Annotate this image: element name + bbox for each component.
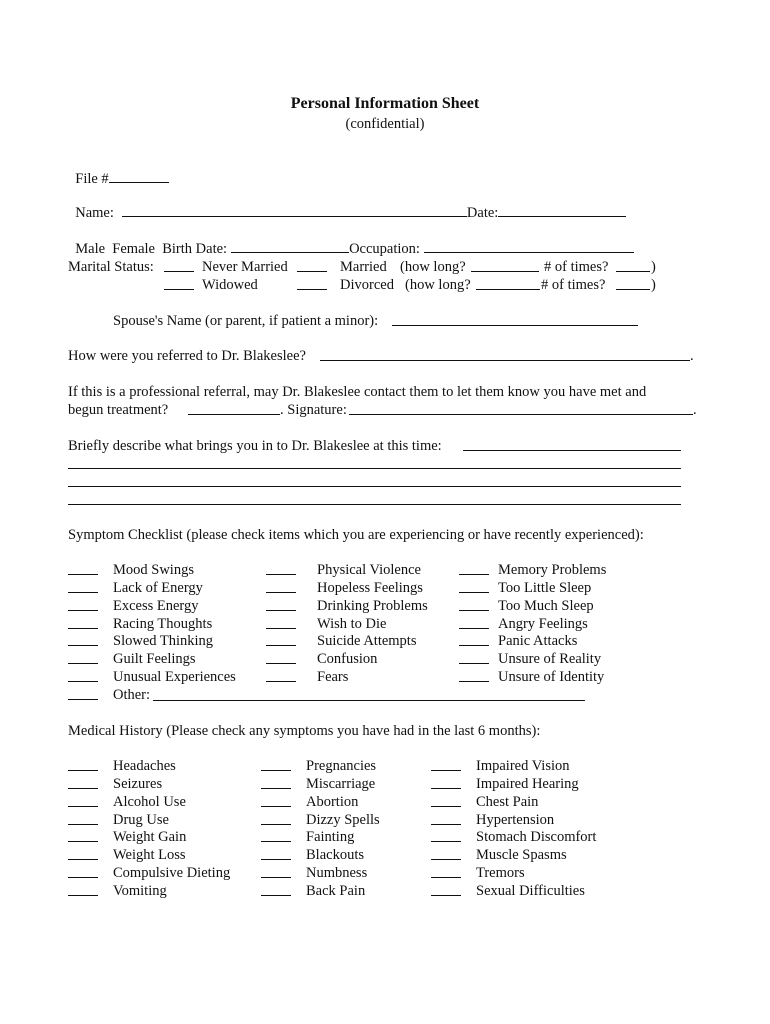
medical-item-checkbox[interactable]: [68, 877, 98, 878]
medical-item-label: Compulsive Dieting: [113, 865, 231, 882]
how-long-married-label: (how long?: [400, 259, 466, 275]
medical-item-label: Chest Pain: [476, 793, 539, 810]
symptom-item-checkbox[interactable]: [68, 610, 98, 611]
medical-item-label: Seizures: [113, 775, 163, 792]
symptom-item-checkbox[interactable]: [68, 681, 98, 682]
times-divorced-field[interactable]: [616, 289, 650, 290]
medical-item-checkbox[interactable]: [261, 877, 291, 878]
describe-label: Briefly describe what brings you in to Dr. Blakeslee at this time:: [68, 438, 442, 454]
referral-question: If this is a professional referral, may Dr. Blakeslee contact them to let them know you have met and: [68, 384, 647, 400]
widowed-checkbox[interactable]: [164, 289, 194, 290]
married-checkbox[interactable]: [297, 271, 327, 272]
medical-item-checkbox[interactable]: [431, 859, 461, 860]
file-number-label: File #: [75, 171, 109, 187]
medical-item-label: Hypertension: [476, 811, 555, 828]
symptom-item-label: Hopeless Feelings: [317, 579, 423, 596]
name-field[interactable]: [122, 204, 467, 217]
referral-answer-field[interactable]: [188, 414, 280, 415]
referred-field[interactable]: [320, 360, 690, 361]
symptom-item-label: Slowed Thinking: [113, 633, 214, 650]
name-date-row: [68, 186, 626, 222]
medical-item-checkbox[interactable]: [431, 824, 461, 825]
symptom-item-label: Angry Feelings: [498, 615, 588, 632]
date-label: Date:: [466, 205, 499, 221]
symptom-item-checkbox[interactable]: [266, 645, 296, 646]
symptom-item-label: Too Little Sleep: [498, 579, 592, 596]
symptom-item-checkbox[interactable]: [459, 610, 489, 611]
medical-item-label: Stomach Discomfort: [476, 829, 597, 846]
medical-item-label: Headaches: [113, 758, 176, 774]
medical-item-label: Sexual Difficulties: [476, 882, 585, 899]
medical-item-label: Miscarriage: [306, 775, 376, 792]
medical-item-checkbox[interactable]: [261, 824, 291, 825]
symptom-item-label: Lack of Energy: [113, 579, 203, 596]
symptom-item-label: Drinking Problems: [317, 597, 428, 614]
symptom-item-checkbox[interactable]: [266, 681, 296, 682]
describe-field-4[interactable]: [68, 504, 681, 505]
medical-item-checkbox[interactable]: [68, 770, 98, 771]
never-married-label: Never Married: [202, 259, 288, 275]
signature-period: .: [693, 402, 697, 418]
symptom-item-checkbox[interactable]: [68, 645, 98, 646]
demographics-row: [68, 222, 634, 258]
female-option[interactable]: Female: [112, 241, 155, 257]
medical-item-checkbox[interactable]: [431, 877, 461, 878]
divorced-label: Divorced: [340, 277, 394, 293]
medical-item-label: Impaired Hearing: [476, 775, 579, 792]
medical-item-checkbox[interactable]: [261, 895, 291, 896]
medical-item-label: Weight Loss: [113, 847, 186, 864]
describe-field-1[interactable]: [463, 450, 681, 451]
symptom-item-label: Wish to Die: [317, 615, 387, 632]
close-paren-1: ): [651, 259, 656, 275]
symptom-item-label: Other:: [113, 686, 151, 703]
file-number-row: [68, 152, 169, 188]
symptom-item-checkbox[interactable]: [266, 628, 296, 629]
symptom-checklist-heading: Symptom Checklist (please check items which you are experiencing or have recently experienced):: [68, 527, 644, 543]
symptom-item-label: Racing Thoughts: [113, 615, 213, 632]
symptom-item-checkbox[interactable]: [266, 610, 296, 611]
symptom-item-label: Unusual Experiences: [113, 669, 236, 686]
page-subtitle: (confidential): [345, 116, 425, 132]
other-symptom-field[interactable]: [153, 700, 585, 701]
medical-item-checkbox[interactable]: [431, 788, 461, 789]
symptom-item-label: Confusion: [317, 651, 378, 668]
symptom-item-checkbox[interactable]: [266, 574, 296, 575]
describe-field-2[interactable]: [68, 468, 681, 469]
symptom-item-checkbox[interactable]: [459, 574, 489, 575]
medical-item-label: Dizzy Spells: [306, 811, 380, 828]
symptom-item-checkbox[interactable]: [68, 628, 98, 629]
medical-item-checkbox[interactable]: [68, 859, 98, 860]
medical-item-checkbox[interactable]: [68, 788, 98, 789]
medical-item-checkbox[interactable]: [68, 841, 98, 842]
medical-item-label: Blackouts: [306, 847, 364, 864]
referred-period: .: [690, 348, 694, 364]
medical-item-label: Fainting: [306, 829, 355, 846]
symptom-item-checkbox[interactable]: [68, 699, 98, 700]
medical-item-label: Impaired Vision: [476, 758, 570, 774]
describe-field-3[interactable]: [68, 486, 681, 487]
date-field[interactable]: [498, 204, 626, 217]
medical-item-label: Muscle Spasms: [476, 847, 567, 864]
birth-date-label: Birth Date:: [162, 241, 228, 257]
how-long-divorced-label: (how long?: [405, 277, 471, 293]
symptom-item-label: Unsure of Reality: [498, 651, 602, 668]
medical-item-label: Abortion: [306, 793, 359, 810]
medical-item-checkbox[interactable]: [68, 895, 98, 896]
medical-item-checkbox[interactable]: [261, 788, 291, 789]
spouse-label: Spouse's Name (or parent, if patient a minor):: [113, 313, 379, 329]
symptom-item-label: Physical Violence: [317, 562, 421, 578]
medical-item-checkbox[interactable]: [261, 770, 291, 771]
medical-history-heading: Medical History (Please check any symptoms you have had in the last 6 months):: [68, 723, 541, 739]
how-long-divorced-field[interactable]: [476, 289, 540, 290]
file-number-field[interactable]: [109, 170, 169, 183]
medical-item-checkbox[interactable]: [431, 770, 461, 771]
referred-label: How were you referred to Dr. Blakeslee?: [68, 348, 306, 364]
symptom-item-label: Too Much Sleep: [498, 597, 594, 614]
medical-item-checkbox[interactable]: [261, 806, 291, 807]
symptom-item-label: Fears: [317, 669, 349, 686]
close-paren-2: ): [651, 277, 656, 293]
symptom-item-checkbox[interactable]: [266, 592, 296, 593]
symptom-item-checkbox[interactable]: [266, 663, 296, 664]
medical-item-checkbox[interactable]: [431, 841, 461, 842]
signature-field[interactable]: [349, 414, 693, 415]
medical-item-label: Numbness: [306, 865, 368, 882]
medical-item-label: Weight Gain: [113, 829, 187, 846]
medical-item-checkbox[interactable]: [261, 859, 291, 860]
never-married-checkbox[interactable]: [164, 271, 194, 272]
medical-item-label: Back Pain: [306, 882, 366, 899]
times-divorced-label: # of times?: [541, 277, 606, 293]
symptom-item-label: Memory Problems: [498, 562, 607, 578]
symptom-item-checkbox[interactable]: [459, 628, 489, 629]
symptom-item-label: Unsure of Identity: [498, 669, 605, 686]
symptom-item-label: Excess Energy: [113, 597, 199, 614]
occupation-field[interactable]: [424, 240, 634, 253]
birth-date-field[interactable]: [231, 240, 349, 253]
medical-item-label: Alcohol Use: [113, 793, 186, 810]
medical-item-label: Vomiting: [113, 882, 167, 899]
symptom-item-checkbox[interactable]: [459, 681, 489, 682]
how-long-married-field[interactable]: [471, 271, 539, 272]
widowed-label: Widowed: [202, 277, 258, 293]
medical-item-label: Drug Use: [113, 811, 169, 828]
symptom-item-checkbox[interactable]: [459, 592, 489, 593]
medical-item-checkbox[interactable]: [431, 806, 461, 807]
medical-item-label: Tremors: [476, 865, 525, 882]
symptom-item-checkbox[interactable]: [459, 663, 489, 664]
signature-label: . Signature:: [280, 402, 347, 418]
medical-item-checkbox[interactable]: [261, 841, 291, 842]
divorced-checkbox[interactable]: [297, 289, 327, 290]
symptom-item-checkbox[interactable]: [68, 663, 98, 664]
spouse-field[interactable]: [392, 325, 638, 326]
medical-item-checkbox[interactable]: [68, 806, 98, 807]
symptom-item-checkbox[interactable]: [68, 592, 98, 593]
symptom-item-label: Mood Swings: [113, 562, 194, 578]
male-option[interactable]: Male: [75, 241, 106, 257]
times-married-label: # of times?: [544, 259, 609, 275]
medical-item-label: Pregnancies: [306, 758, 377, 774]
page-title: Personal Information Sheet: [290, 95, 480, 112]
medical-item-checkbox[interactable]: [68, 824, 98, 825]
name-label: Name:: [75, 205, 114, 221]
symptom-item-label: Suicide Attempts: [317, 633, 417, 650]
medical-item-checkbox[interactable]: [431, 895, 461, 896]
symptom-item-checkbox[interactable]: [459, 645, 489, 646]
occupation-label: Occupation:: [349, 241, 420, 257]
referral-question-cont: begun treatment?: [68, 402, 169, 418]
symptom-item-checkbox[interactable]: [68, 574, 98, 575]
times-married-field[interactable]: [616, 271, 650, 272]
marital-status-label: Marital Status:: [68, 259, 154, 275]
married-label: Married: [340, 259, 387, 275]
symptom-item-label: Guilt Feelings: [113, 651, 196, 668]
symptom-item-label: Panic Attacks: [498, 633, 578, 650]
